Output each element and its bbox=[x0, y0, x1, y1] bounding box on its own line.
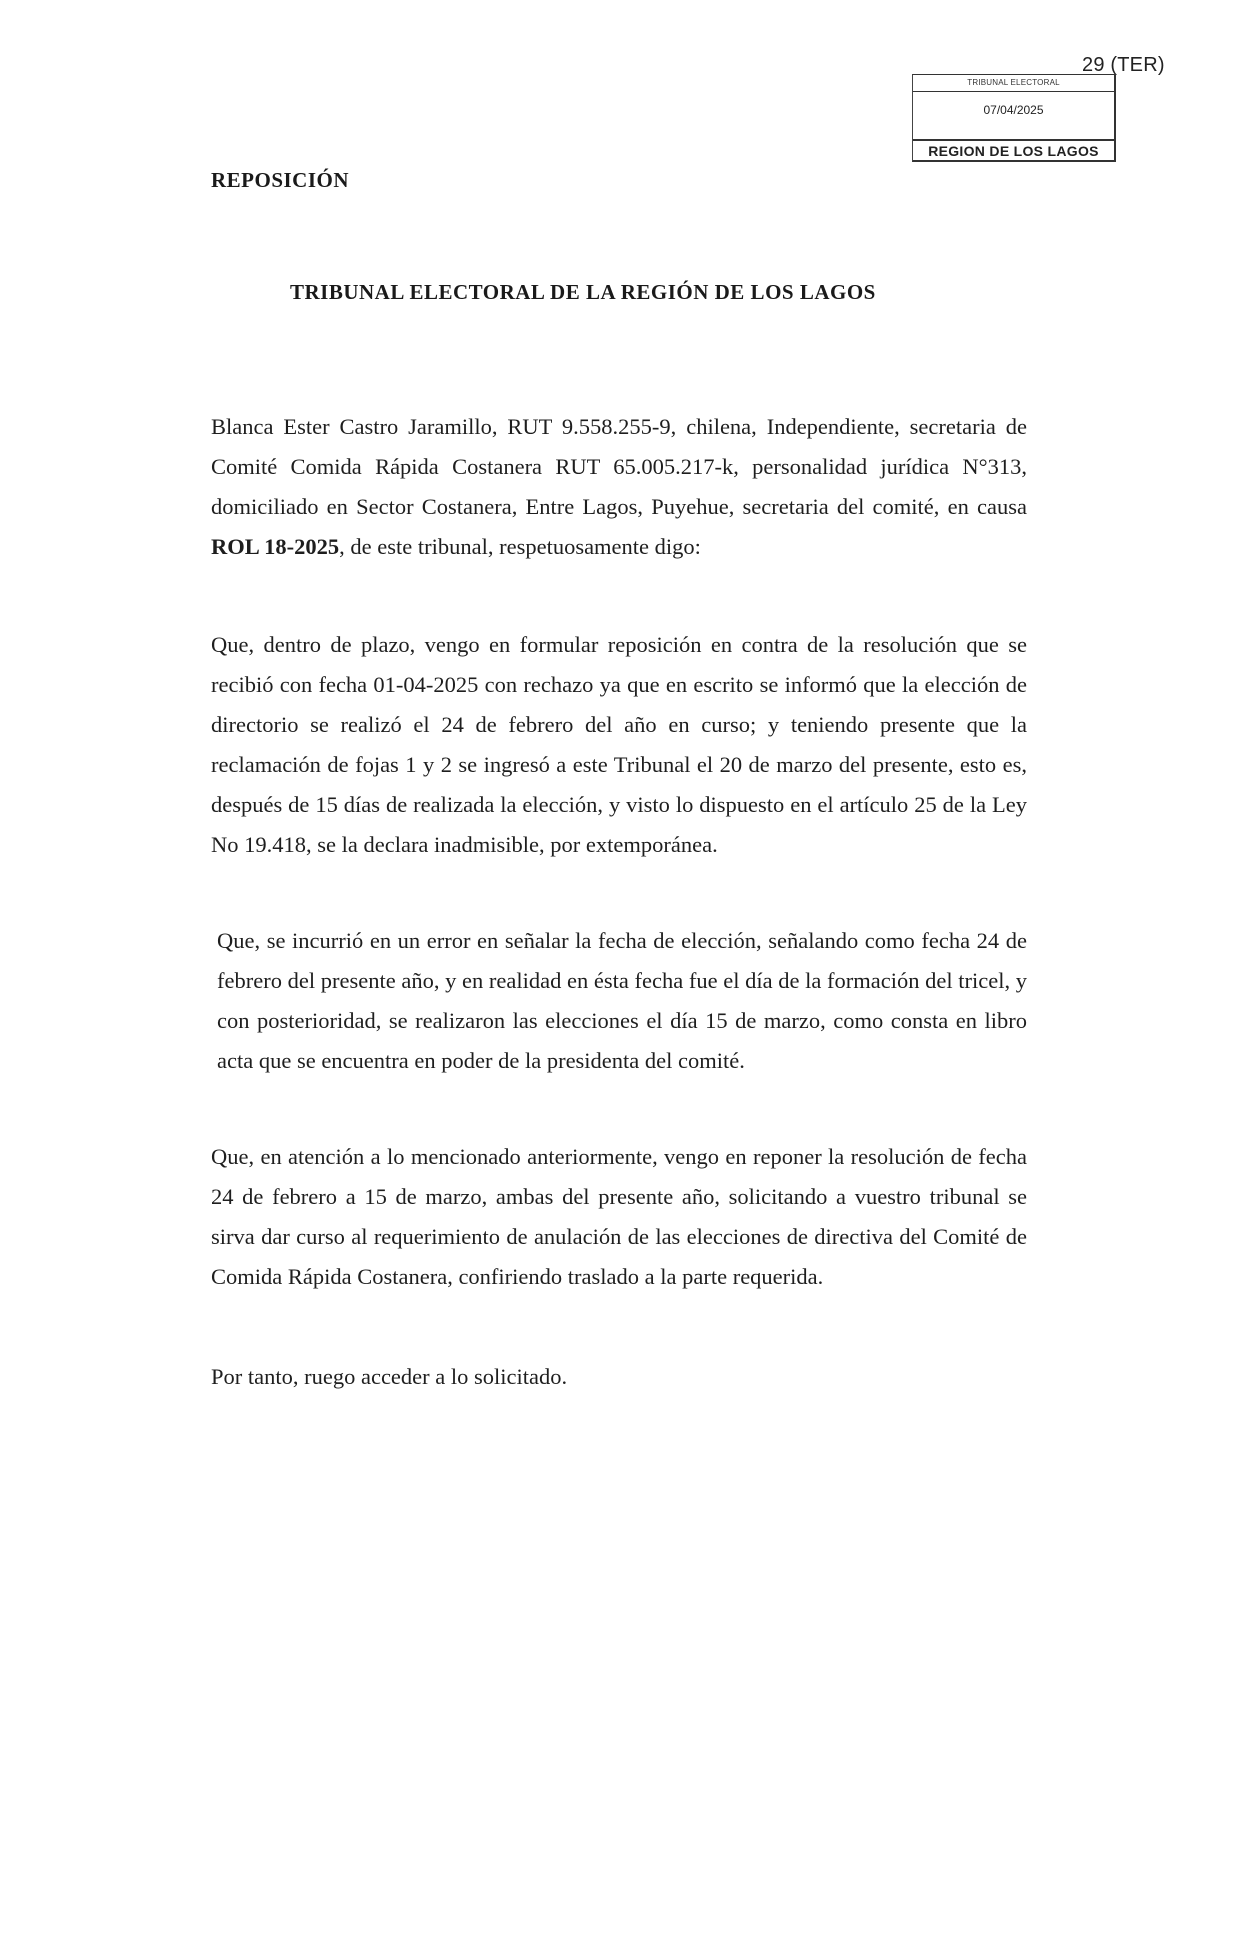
paragraph-request: Que, en atención a lo mencionado anteriormente, vengo en reponer la resolución de fecha 24 de febrero a 15 de marzo, ambas del presente año, solicitando a vuestro tribunal se sirva dar curso al requerimiento de anulación de las elecciones de directiva del Comité de Comida Rápida Costanera, confiriendo traslado a la parte requerida. bbox=[211, 1143, 1027, 1289]
stamp-institution: TRIBUNAL ELECTORAL bbox=[967, 78, 1060, 87]
paragraph-identification-closing: , de este tribunal, respetuosamente digo: bbox=[339, 533, 701, 559]
page-number: 29 (TER) bbox=[1082, 54, 1165, 76]
receipt-stamp bbox=[912, 74, 1116, 162]
paragraph-filing: Que, dentro de plazo, vengo en formular reposición en contra de la resolución que se recibió con fecha 01-04-2025 con rechazo ya que en escrito se informó que la elección de directorio se realizó el 24 de febrero del año en curso; y teniendo presente que la reclamación de fojas 1 y 2 se ingresó a este Tribunal el 20 de marzo del presente, esto es, después de 15 días de realizada la elección, y visto lo dispuesto en el artículo 25 de la Ley No 19.418, se la declara inadmisible, por extemporánea. bbox=[211, 631, 1027, 857]
paragraph-identification-text: Blanca Ester Castro Jaramillo, RUT 9.558.255-9, chilena, Independiente, secretaria de Comité Comida Rápida Costanera RUT 65.005.217-k, personalidad jurídica N°313, domiciliado en Sector Costanera, Entre Lagos, Puyehue, secretaria del comité, en causa bbox=[211, 413, 1027, 519]
paragraph-error: Que, se incurrió en un error en señalar la fecha de elección, señalando como fecha 24 de febrero del presente año, y en realidad en ésta fecha fue el día de la formación del tricel, y con posterioridad, se realizaron las elecciones el día 15 de marzo, como consta en libro acta que se encuentra en poder de la presidenta del comité. bbox=[217, 927, 1027, 1073]
stamp-divider bbox=[913, 139, 1114, 141]
case-rol: ROL 18-2025 bbox=[211, 533, 340, 559]
document-title: REPOSICIÓN bbox=[211, 168, 350, 192]
stamp-region: REGION DE LOS LAGOS bbox=[928, 143, 1099, 159]
stamp-divider bbox=[913, 91, 1114, 92]
paragraph-closing: Por tanto, ruego acceder a lo solicitado. bbox=[211, 1363, 568, 1389]
paragraph-identification bbox=[211, 407, 1027, 567]
stamp-date: 07/04/2025 bbox=[983, 103, 1044, 117]
addressee-heading: TRIBUNAL ELECTORAL DE LA REGIÓN DE LOS LAGOS bbox=[290, 280, 876, 304]
